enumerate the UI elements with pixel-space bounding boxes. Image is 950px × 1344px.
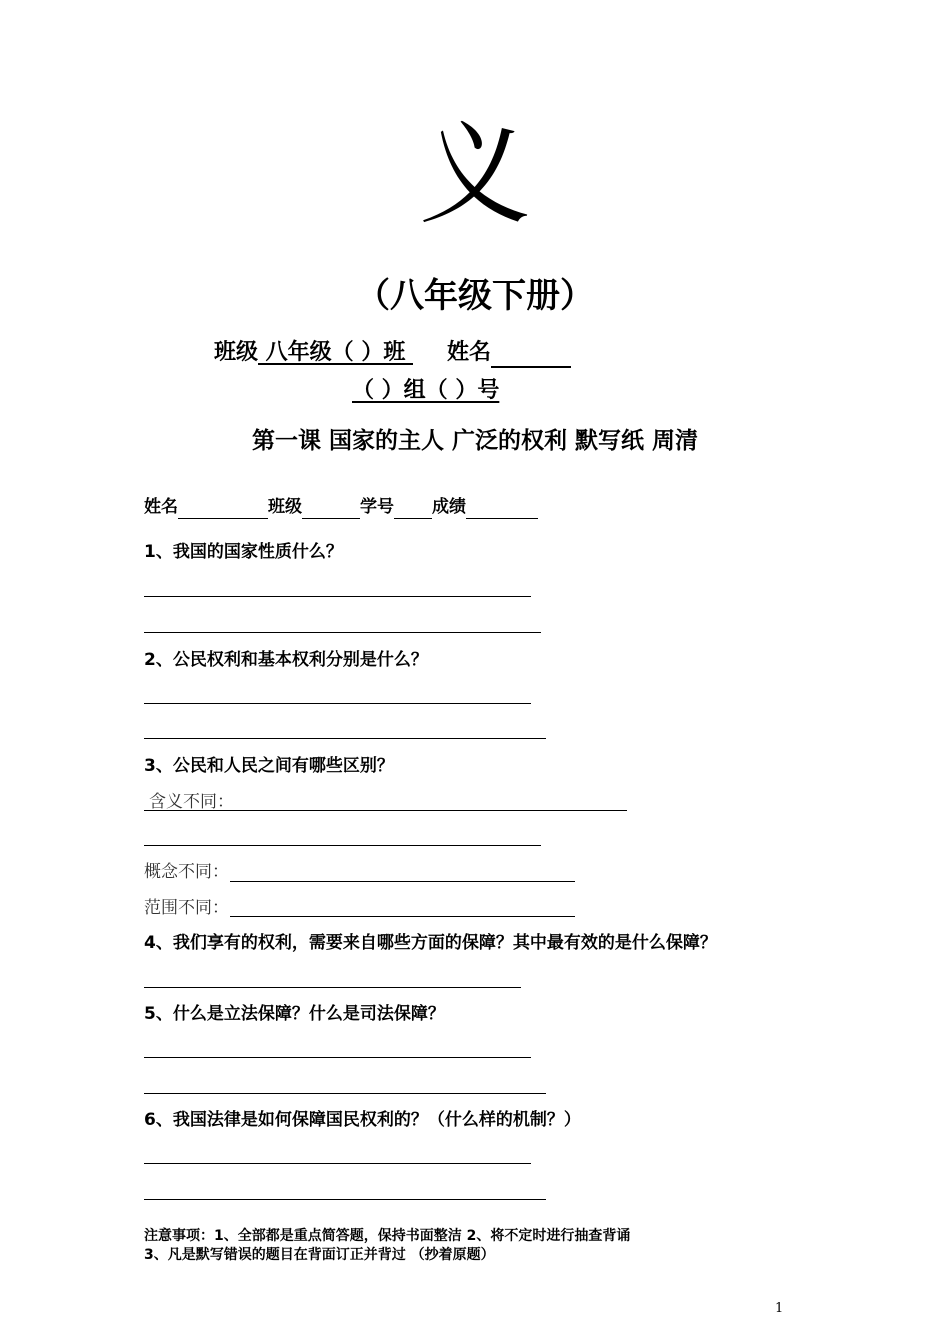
- answer-line: [144, 1199, 546, 1200]
- answer-line: [144, 632, 541, 633]
- question-5: 5、什么是立法保障？什么是司法保障？: [144, 1004, 445, 1024]
- name-blank: [491, 342, 571, 368]
- answer-line: [144, 738, 546, 739]
- answer-line: [144, 987, 521, 988]
- notes-line-2: 3、凡是默写错误的题目在背面订正并背过 （抄着原题）: [144, 1247, 495, 1263]
- cover-title-character: 义: [419, 110, 531, 240]
- group-number-line: （ ）组（ ）号: [352, 378, 500, 403]
- info-score-label: 成绩: [432, 497, 466, 517]
- q3-meaning-label: 含义不同：: [149, 792, 234, 812]
- info-score-blank: [466, 500, 538, 519]
- info-name-blank: [178, 500, 268, 519]
- question-6: 6、我国法律是如何保障国民权利的？（什么样的机制？）: [144, 1110, 581, 1130]
- answer-line: [144, 1093, 546, 1094]
- question-4: 4、我们享有的权利，需要来自哪些方面的保障？其中最有效的是什么保障？: [144, 933, 717, 953]
- info-class-blank: [302, 500, 360, 519]
- answer-line: [144, 845, 541, 846]
- answer-line: [144, 703, 531, 704]
- notes-line-1: 注意事项：1、全部都是重点简答题，保持书面整洁 2、将不定时进行抽查背诵: [144, 1228, 631, 1244]
- info-name-label: 姓名: [144, 497, 178, 517]
- answer-line: [144, 810, 627, 811]
- class-value: 八年级（ ）班: [258, 340, 413, 365]
- q3-concept-label: 概念不同：: [144, 862, 229, 882]
- info-class-label: 班级: [268, 497, 302, 517]
- question-2: 2、公民权利和基本权利分别是什么？: [144, 650, 428, 670]
- student-info-line: [144, 495, 538, 519]
- lesson-title: 第一课 国家的主人 广泛的权利 默写纸 周清: [251, 428, 699, 454]
- info-number-blank: [394, 500, 432, 519]
- q3-scope-label: 范围不同：: [144, 898, 229, 918]
- class-label: 班级: [214, 340, 259, 365]
- answer-line: [230, 916, 575, 917]
- answer-line: [144, 1057, 531, 1058]
- class-name-line: [214, 338, 571, 368]
- answer-line: [144, 596, 531, 597]
- answer-line: [230, 881, 575, 882]
- question-1: 1、我国的国家性质什么？: [144, 542, 343, 562]
- answer-line: [144, 1163, 531, 1164]
- info-number-label: 学号: [360, 497, 394, 517]
- name-label: 姓名: [447, 340, 492, 365]
- grade-subtitle: （八年级下册）: [356, 276, 594, 316]
- page-number: 1: [775, 1301, 784, 1316]
- question-3: 3、公民和人民之间有哪些区别？: [144, 756, 394, 776]
